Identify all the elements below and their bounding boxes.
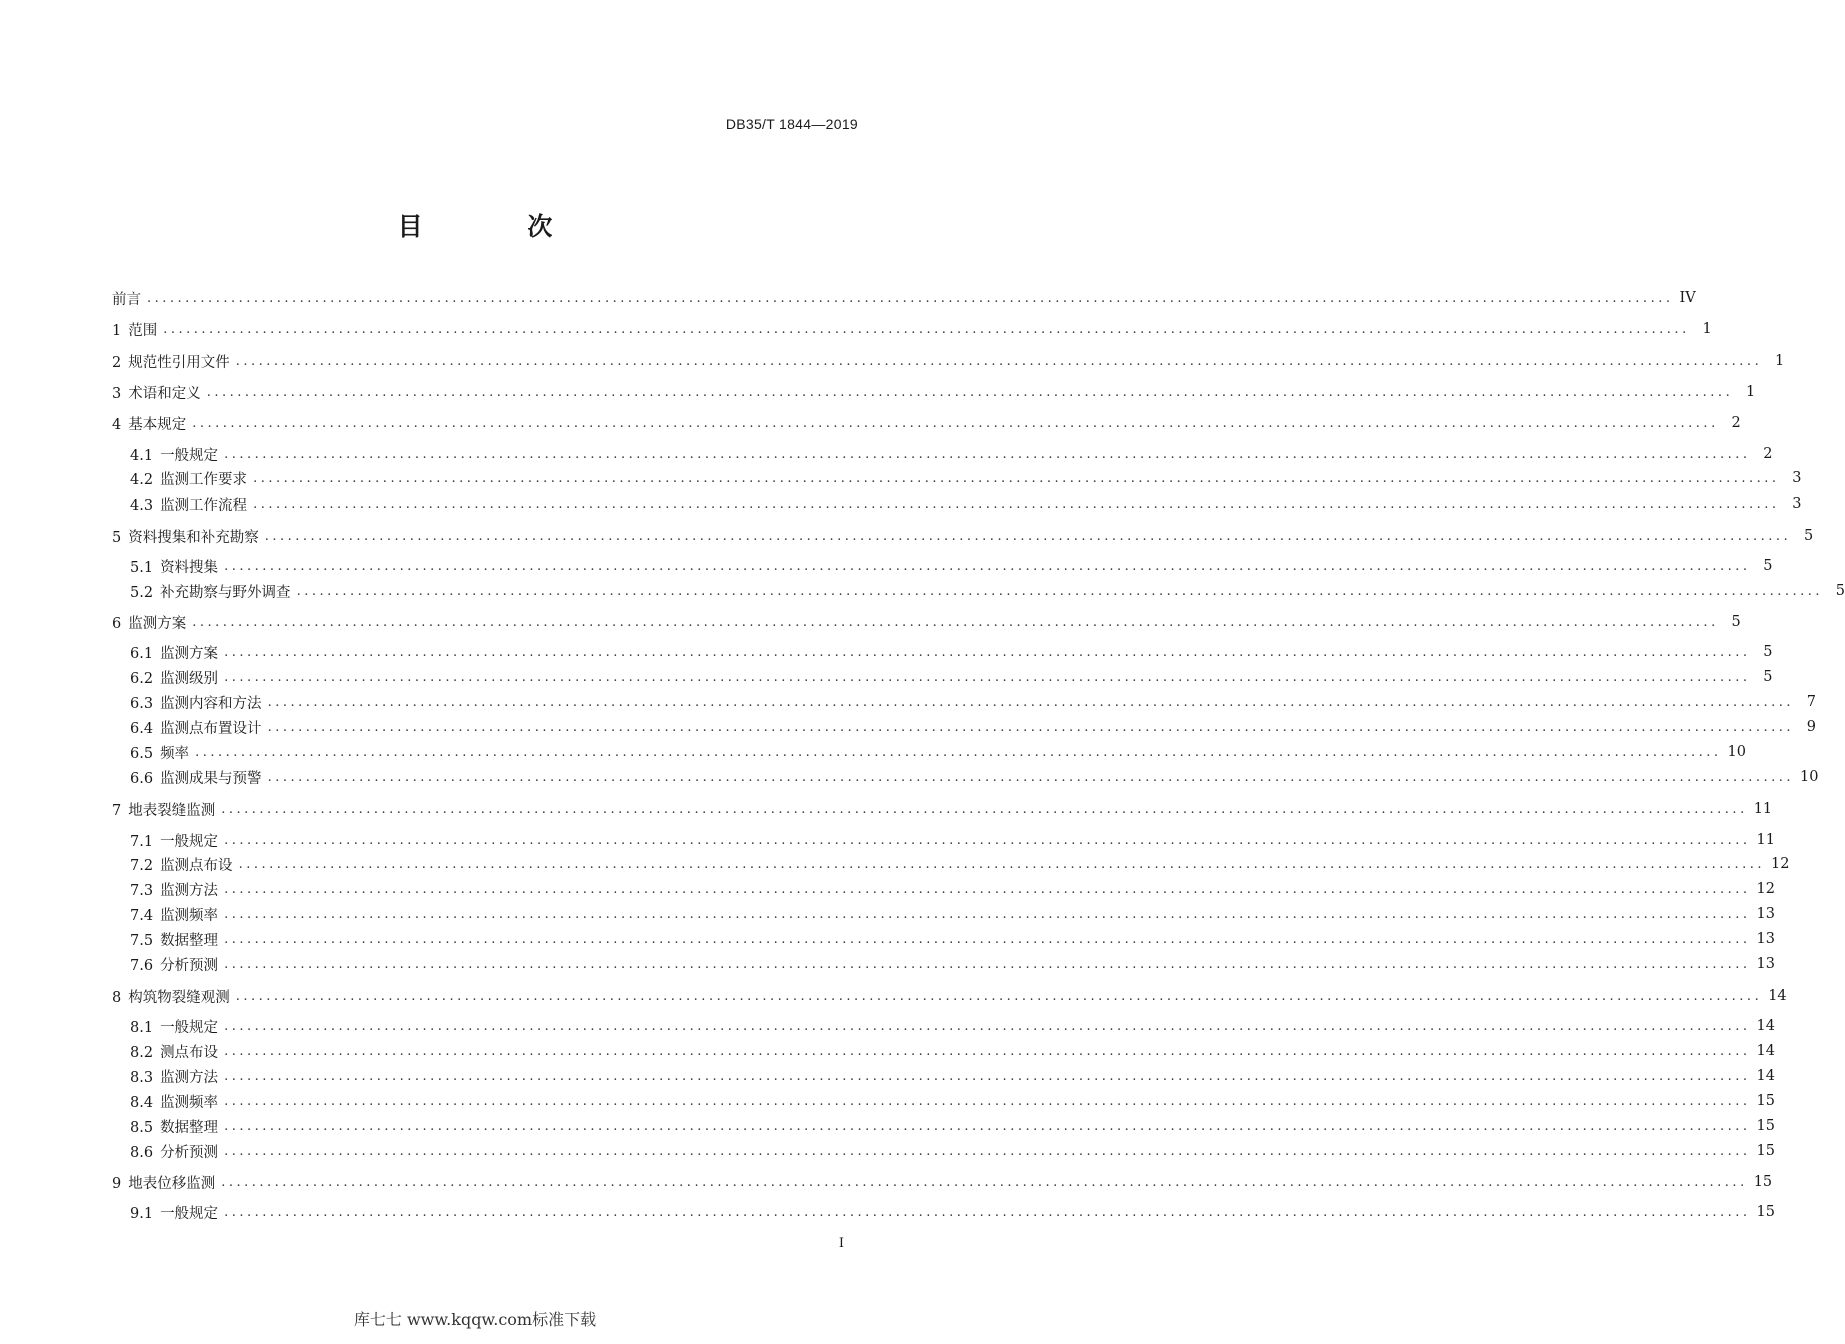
dot-leader: ........................................................................................................................................................................................................ [224,669,1751,685]
toc-entry-label: 分析预测 [160,957,219,974]
toc-entry-number: 8.2 [130,1044,154,1061]
toc-entry-page: 5 [1763,558,1773,574]
toc-entry[interactable] [112,350,1785,372]
toc-entry-label: 资料搜集 [160,559,219,576]
toc-entry[interactable] [130,1115,1775,1137]
toc-entry[interactable] [112,525,1814,547]
toc-entry-label: 数据整理 [160,932,219,949]
toc-entry-page: 9 [1806,719,1817,735]
toc-entry-title [130,1041,218,1062]
toc-entry-title [130,929,218,950]
toc-entry-page: 11 [1753,801,1773,817]
toc-entry-page: 15 [1756,1143,1775,1159]
dot-leader: ........................................................................................................................................................................................................ [253,470,1780,486]
dot-leader: ........................................................................................................................................................................................................ [221,1174,1748,1190]
toc-entry-title [130,667,218,688]
toc-entry-title [130,1091,218,1112]
toc-entry-number: 6.6 [130,770,154,787]
toc-entry-title [112,986,230,1007]
toc-entry-label: 分析预测 [160,1144,219,1161]
toc-entry-number: 6.3 [130,695,154,712]
toc-entry-label: 基本规定 [128,416,187,433]
dot-leader: ........................................................................................................................................................................................................ [224,1204,1751,1220]
toc-entry[interactable] [130,829,1775,851]
toc-entry-title [112,1172,215,1193]
toc-entry[interactable] [112,287,1696,309]
toc-entry-number: 7.2 [130,857,154,874]
toc-entry-label: 补充勘察与野外调查 [160,584,291,601]
toc-entry-number: 7.3 [130,882,154,899]
toc-entry[interactable] [130,443,1773,465]
toc-entry[interactable] [130,1090,1775,1112]
toc-entry-label: 地表裂缝监测 [128,802,216,819]
toc-entry-number: 9.1 [130,1205,154,1222]
toc-entry-page: 1 [1774,353,1785,369]
toc-entry[interactable] [130,1040,1775,1062]
page-title: 目 次 [397,212,601,241]
toc-entry[interactable] [130,878,1775,900]
dot-leader: ........................................................................................................................................................................................................ [147,290,1674,306]
toc-entry-number: 3 [112,385,122,402]
toc-entry-page: 15 [1756,1118,1775,1134]
dot-leader: ........................................................................................................................................................................................................ [235,988,1763,1004]
toc-entry-title [130,692,262,713]
toc-entry[interactable] [130,1201,1775,1223]
toc-entry-page: 5 [1803,528,1814,544]
toc-entry-label: 监测内容和方法 [160,695,262,712]
toc-entry[interactable] [130,853,1790,875]
toc-entry-number: 8.1 [130,1019,154,1036]
toc-entry-title [130,879,218,900]
dot-leader: ........................................................................................................................................................................................................ [192,415,1719,431]
toc-entry-page: 5 [1835,583,1845,599]
toc-entry[interactable] [130,1140,1775,1162]
dot-leader: ........................................................................................................................................................................................................ [267,769,1795,785]
toc-entry-label: 监测方案 [160,645,219,662]
toc-entry[interactable] [112,318,1712,340]
toc-entry[interactable] [112,412,1741,434]
toc-entry-page: 5 [1731,614,1741,630]
dot-leader: ........................................................................................................................................................................................................ [253,496,1780,512]
toc-entry-title [130,556,218,577]
dot-leader: ........................................................................................................................................................................................................ [267,719,1795,735]
toc-entry-number: 8.3 [130,1069,154,1086]
toc-entry[interactable] [130,580,1845,602]
toc-entry-title [130,444,218,465]
toc-entry-number: 8.5 [130,1119,154,1136]
toc-entry[interactable] [130,953,1775,975]
toc-entry-label: 一般规定 [160,1019,219,1036]
dot-leader: ........................................................................................................................................................................................................ [224,906,1751,922]
toc-entry-label: 监测工作流程 [160,497,248,514]
toc-entry-label: 规范性引用文件 [128,354,230,371]
toc-entry[interactable] [130,666,1773,688]
toc-entry-label: 范围 [128,322,158,339]
toc-entry-number: 7.5 [130,932,154,949]
toc-entry-number: 7.4 [130,907,154,924]
dot-leader: ........................................................................................................................................................................................................ [224,931,1751,947]
dot-leader: ........................................................................................................................................................................................................ [224,1068,1751,1084]
toc-entry[interactable] [130,928,1775,950]
toc-entry-number: 8.4 [130,1094,154,1111]
toc-entry[interactable] [112,1171,1773,1193]
toc-entry-title [130,854,233,875]
toc-entry-number: 1 [112,322,122,339]
toc-entry[interactable] [112,381,1756,403]
toc-entry-label: 监测方法 [160,882,219,899]
toc-entry-title [112,382,201,403]
dot-leader: ........................................................................................................................................................................................................ [235,353,1763,369]
toc-entry-label: 测点布设 [160,1044,219,1061]
toc-entry-title [130,904,218,925]
toc-entry-label: 监测工作要求 [160,471,248,488]
toc-entry-number: 9 [112,1175,122,1192]
toc-entry[interactable] [130,1015,1775,1037]
toc-entry[interactable] [130,691,1817,713]
toc-entry-title [130,954,218,975]
toc-entry-page: 7 [1806,694,1817,710]
dot-leader: ........................................................................................................................................................................................................ [224,1018,1751,1034]
toc-entry[interactable] [130,766,1819,788]
toc-entry-number: 6 [112,615,122,632]
toc-entry-title [130,1016,218,1037]
toc-entry-page: 5 [1763,644,1773,660]
toc-entry[interactable] [130,555,1773,577]
toc-entry-title [112,612,186,633]
toc-entry-label: 监测方法 [160,1069,219,1086]
toc-entry-page: 13 [1756,956,1775,972]
dot-leader: ........................................................................................................................................................................................................ [224,1093,1751,1109]
toc-entry-label: 数据整理 [160,1119,219,1136]
toc-entry-number: 7 [112,802,122,819]
toc-entry-page: 14 [1756,1043,1775,1059]
toc-entry-number: 8.6 [130,1144,154,1161]
toc-entry-page: 15 [1756,1093,1775,1109]
toc-entry-number: 6.5 [130,745,154,762]
toc-entry-page: IV [1679,290,1696,306]
toc-entry-page: 14 [1756,1018,1775,1034]
dot-leader: ........................................................................................................................................................................................................ [221,801,1748,817]
dot-leader: ........................................................................................................................................................................................................ [224,644,1751,660]
toc-entry-title [130,742,189,763]
toc-entry-title [112,319,157,340]
toc-entry-number: 7.1 [130,833,154,850]
toc-entry-page: 15 [1756,1204,1775,1220]
toc-entry-label: 监测点布置设计 [160,720,262,737]
dot-leader: ........................................................................................................................................................................................................ [224,881,1751,897]
toc-entry-number: 8 [112,989,122,1006]
toc-entry-label: 构筑物裂缝观测 [128,989,230,1006]
toc-entry[interactable] [130,1065,1775,1087]
toc-entry-page: 3 [1792,470,1802,486]
toc-entry[interactable] [130,467,1802,489]
toc-entry[interactable] [130,903,1775,925]
toc-entry-number: 4 [112,416,122,433]
dot-leader: ........................................................................................................................................................................................................ [192,614,1719,630]
toc-entry-number: 5.1 [130,559,154,576]
dot-leader: ........................................................................................................................................................................................................ [224,956,1751,972]
toc-entry-label: 监测点布设 [160,857,233,874]
toc-entry-number: 4.3 [130,497,154,514]
toc-entry-title [130,830,218,851]
toc-entry[interactable] [112,985,1787,1007]
dot-leader: ........................................................................................................................................................................................................ [206,384,1734,400]
toc-entry-title [112,351,230,372]
toc-entry-title [130,767,262,788]
dot-leader: ........................................................................................................................................................................................................ [224,1143,1751,1159]
toc-entry-title [130,1202,218,1223]
toc-entry[interactable] [130,716,1817,738]
toc-entry-page: 14 [1756,1068,1775,1084]
toc-entry-title [130,494,247,515]
watermark-text: 库七七 www.kqqw.com标准下载 [353,1310,597,1329]
dot-leader: ........................................................................................................................................................................................................ [163,321,1690,337]
toc-entry-label: 术语和定义 [128,385,201,402]
toc-entry-title [112,413,186,434]
toc-entry[interactable] [130,741,1746,763]
toc-entry-title [112,799,215,820]
toc-entry-page: 1 [1702,321,1712,337]
toc-entry-label: 频率 [160,745,190,762]
toc-entry-page: 2 [1731,415,1741,431]
toc-entry-title [130,642,218,663]
toc-entry-page: 12 [1771,856,1790,872]
toc-entry[interactable] [112,798,1773,820]
toc-entry-number: 2 [112,354,122,371]
toc-entry-number: 7.6 [130,957,154,974]
dot-leader: ........................................................................................................................................................................................................ [224,1118,1751,1134]
dot-leader: ........................................................................................................................................................................................................ [238,856,1766,872]
toc-entry-page: 15 [1753,1174,1773,1190]
document-code: DB35/T 1844—2019 [725,116,858,132]
toc-entry-label: 监测频率 [160,907,219,924]
toc-entry-label: 监测方案 [128,615,187,632]
toc-entry-page: 2 [1763,446,1773,462]
toc-entry[interactable] [130,493,1802,515]
toc-entry-page: 10 [1800,769,1819,785]
toc-entry-label: 一般规定 [160,833,219,850]
dot-leader: ........................................................................................................................................................................................................ [296,583,1824,599]
toc-entry[interactable] [130,641,1773,663]
toc-entry-label: 一般规定 [160,447,219,464]
dot-leader: ........................................................................................................................................................................................................ [224,832,1751,848]
toc-entry-number: 6.2 [130,670,154,687]
page-number: I [838,1236,844,1251]
dot-leader: ........................................................................................................................................................................................................ [224,446,1751,462]
toc-entry-title [130,1066,218,1087]
toc-entry-page: 11 [1756,832,1775,848]
toc-entry-number: 5 [112,529,122,546]
toc-entry-page: 1 [1745,384,1756,400]
toc-entry-label: 前言 [112,291,141,308]
toc-entry-page: 13 [1756,906,1775,922]
toc-entry-page: 13 [1756,931,1775,947]
toc-entry-page: 3 [1792,496,1802,512]
toc-entry-page: 14 [1768,988,1787,1004]
toc-entry-title [112,288,141,309]
toc-entry-label: 监测成果与预警 [160,770,262,787]
toc-entry-title [130,468,247,489]
toc-entry-label: 监测频率 [160,1094,219,1111]
dot-leader: ........................................................................................................................................................................................................ [224,1043,1751,1059]
toc-entry-page: 12 [1756,881,1775,897]
dot-leader: ........................................................................................................................................................................................................ [264,528,1792,544]
toc-entry-label: 资料搜集和补充勘察 [128,529,259,546]
dot-leader: ........................................................................................................................................................................................................ [224,558,1751,574]
toc-entry-page: 5 [1763,669,1773,685]
toc-entry-page: 10 [1727,744,1746,760]
toc-entry-title [112,526,259,547]
toc-entry-label: 一般规定 [160,1205,219,1222]
toc-entry-label: 地表位移监测 [128,1175,216,1192]
toc-entry-number: 6.4 [130,720,154,737]
toc-entry[interactable] [112,611,1741,633]
toc-entry-title [130,581,291,602]
toc-entry-title [130,717,262,738]
dot-leader: ........................................................................................................................................................................................................ [267,694,1795,710]
toc-entry-title [130,1116,218,1137]
toc-entry-title [130,1141,218,1162]
toc-entry-number: 4.1 [130,447,154,464]
toc-entry-number: 5.2 [130,584,154,601]
toc-entry-number: 6.1 [130,645,154,662]
toc-entry-number: 4.2 [130,471,154,488]
toc-entry-label: 监测级别 [160,670,219,687]
dot-leader: ........................................................................................................................................................................................................ [195,744,1722,760]
